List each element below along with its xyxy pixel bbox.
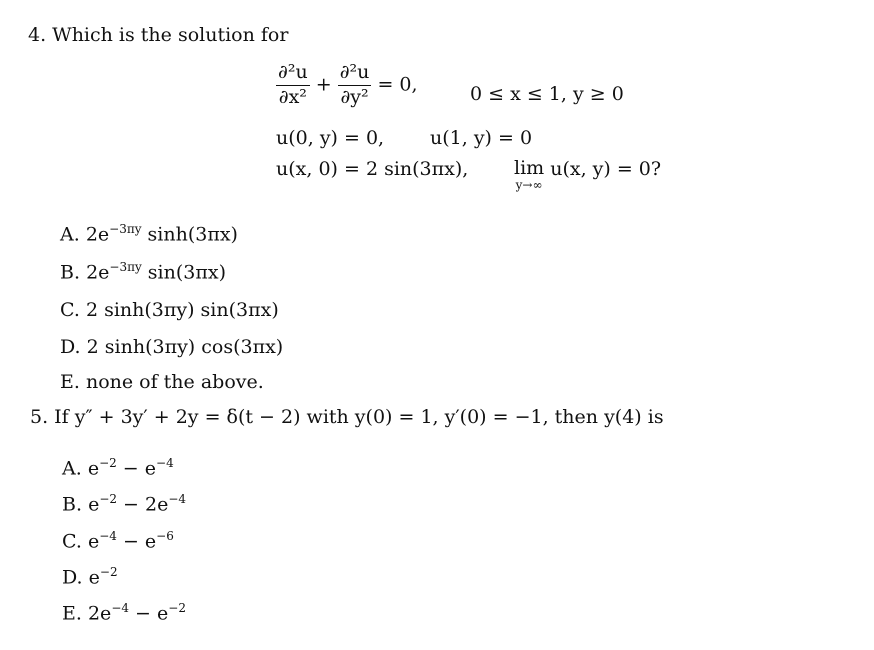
limit-word: lim — [514, 157, 545, 179]
q5-option-c[interactable] — [62, 529, 174, 552]
option-text: e — [88, 493, 100, 516]
option-exponent: −4 — [168, 492, 187, 506]
option-text: − e — [129, 602, 169, 625]
limit-expression: u(x, y) = 0? — [550, 158, 662, 180]
option-text: 2 sinh(3πy) sin(3πx) — [85, 299, 279, 321]
option-label: A. — [60, 223, 80, 246]
option-label: B. — [62, 493, 83, 516]
boundary-condition-left: u(0, y) = 0, — [276, 127, 385, 149]
limit-subscript: y→∞ — [515, 177, 543, 192]
option-label: A. — [62, 457, 82, 480]
option-label: E. — [60, 371, 80, 393]
q5-option-d[interactable] — [62, 565, 118, 588]
option-text: e — [87, 457, 100, 480]
option-exponent: −4 — [99, 529, 117, 543]
initial-condition: u(x, 0) = 2 sin(3πx), — [276, 158, 469, 180]
domain-condition: 0 ≤ x ≤ 1, y ≥ 0 — [470, 83, 624, 105]
option-text: e — [88, 566, 100, 589]
option-label: E. — [62, 602, 82, 625]
option-text: − e — [116, 457, 157, 480]
question-4-prompt: 4. Which is the solution for — [28, 24, 289, 46]
fraction-numerator: ∂²u — [276, 62, 310, 86]
fraction-denominator: ∂y² — [340, 85, 369, 108]
option-text: sinh(3πx) — [141, 223, 238, 246]
option-exponent: −2 — [99, 492, 118, 506]
q5-option-b[interactable] — [62, 492, 186, 515]
option-text: sin(3πx) — [141, 261, 226, 284]
pde-equation — [276, 62, 418, 109]
q4-option-d[interactable] — [60, 336, 283, 358]
q4-option-c[interactable] — [60, 299, 279, 321]
option-text: none of the above. — [85, 371, 264, 393]
option-exponent: −4 — [111, 601, 130, 615]
option-label: B. — [60, 261, 81, 284]
option-label: D. — [62, 566, 83, 589]
fraction-denominator: ∂x² — [278, 85, 307, 108]
q4-option-a[interactable] — [60, 222, 238, 245]
option-text: 2e — [87, 602, 112, 625]
equation-rhs: = 0, — [377, 73, 418, 96]
q5-option-a[interactable] — [62, 456, 174, 479]
option-text: e — [87, 530, 100, 553]
limit-condition — [514, 158, 661, 192]
option-exponent: −6 — [156, 529, 174, 543]
option-exponent: −2 — [168, 601, 186, 615]
q4-option-b[interactable] — [60, 260, 226, 283]
q4-option-e[interactable] — [60, 371, 264, 393]
option-exponent: −2 — [99, 565, 118, 579]
option-label: C. — [60, 299, 80, 321]
option-label: D. — [60, 336, 81, 358]
fraction-d2u-dy2 — [338, 62, 372, 109]
option-label: C. — [62, 530, 82, 553]
fraction-numerator: ∂²u — [338, 62, 372, 86]
option-exponent: −3πy — [109, 260, 142, 274]
option-text: − e — [116, 530, 157, 553]
option-text: − 2e — [117, 493, 169, 516]
q5-option-e[interactable] — [62, 601, 186, 624]
limit-operator — [514, 158, 544, 192]
plus-sign: + — [315, 73, 332, 96]
boundary-condition-right: u(1, y) = 0 — [430, 127, 533, 149]
option-text: 2e — [85, 223, 110, 246]
option-text: 2e — [86, 261, 110, 284]
option-exponent: −4 — [156, 456, 174, 470]
option-exponent: −3πy — [109, 222, 142, 236]
question-5-prompt: 5. If y″ + 3y′ + 2y = δ(t − 2) with y(0) = 1, y′(0) = −1, then y(4) is — [30, 406, 664, 428]
option-text: 2 sinh(3πy) cos(3πx) — [86, 336, 284, 358]
option-exponent: −2 — [99, 456, 117, 470]
fraction-d2u-dx2 — [276, 62, 310, 109]
